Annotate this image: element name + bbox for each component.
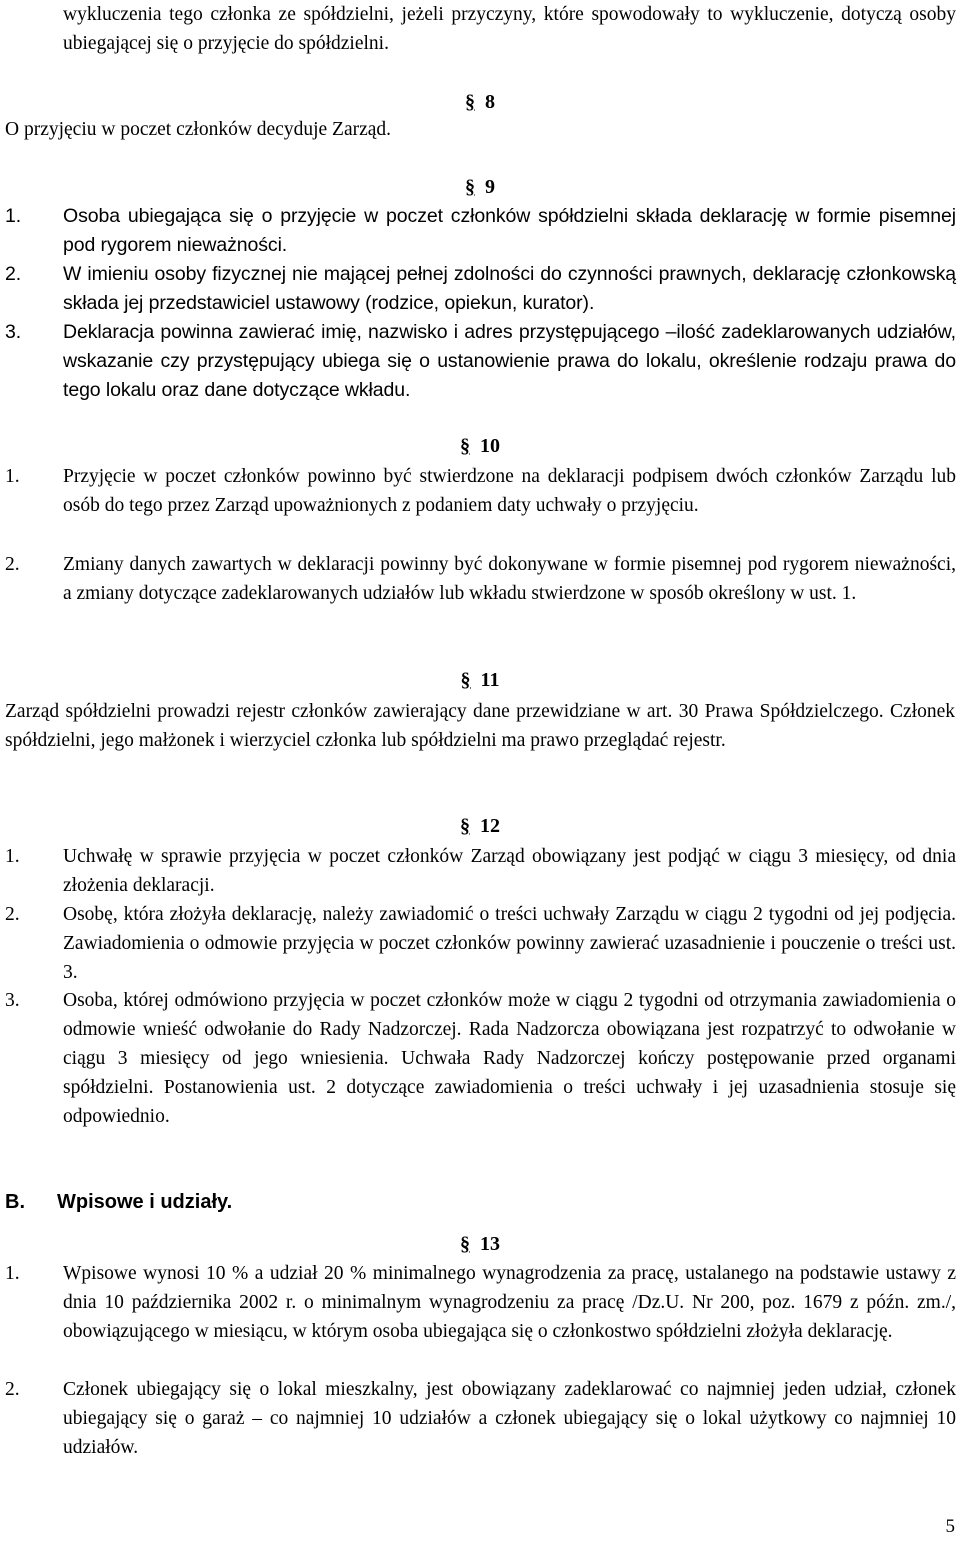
item-text: Wpisowe wynosi 10 % a udział 20 % minimalnego wynagrodzenia za pracę, ustalanego na podstawie ustawy z dnia 10 października 2002 r. o minimalnym wynagrodzeniu za pracę /Dz.U. Nr 200, poz. 1679 z późn. zm./, obowiązującego w miesiącu, w którym osoba ubiegająca się o członkostwo spółdzielni złożyła deklarację. xyxy=(63,1263,956,1342)
item-number: 1. xyxy=(5,466,20,487)
section-8-text: O przyjęciu w poczet członków decyduje Zarząd. xyxy=(5,119,392,140)
item-number: 1. xyxy=(5,846,20,867)
section-symbol: § xyxy=(460,1233,470,1255)
item-text: Osoba, której odmówiono przyjęcia w poczet członków może w ciągu 2 tygodni od otrzymania zawiadomienia o odmowie wnieść odwołanie do Rady Nadzorczej. Rada Nadzorcza obowiązana jest rozpatrzyć to odwołanie w ciągu 3 miesięcy od jego wniesienia. Uchwała Rady Nadzorczej kończy postępowanie przed organami spółdzielni. Postanowienia ust. 2 dotyczące zawiadomienia o treści uchwały i jej uzasadnienia stosuje się odpowiednio. xyxy=(63,990,956,1127)
section-11-heading xyxy=(0,666,960,694)
chapter-letter: B. xyxy=(5,1191,25,1213)
section-number: 10 xyxy=(480,435,500,457)
item-number: 2. xyxy=(5,263,22,285)
intro-paragraph: wykluczenia tego członka ze spółdzielni, jeżeli przyczyny, które spowodowały to wykluczenie, dotyczą osoby ubiegającej się o przyjęcie do spółdzielni. xyxy=(63,4,956,54)
section-symbol: § xyxy=(460,669,471,691)
section-13-heading xyxy=(0,1230,960,1258)
section-symbol: § xyxy=(465,91,475,113)
item-text: Zmiany danych zawartych w deklaracji powinny być dokonywane w formie pisemnej pod rygorem nieważności, a zmiany dotyczące zadeklarowanych udziałów lub wkładu stwierdzone w sposób określony w ust. 1. xyxy=(63,554,956,604)
item-text: Członek ubiegający się o lokal mieszkalny, jest obowiązany zadeklarować co najmniej jeden udział, członek ubiegający się o garaż – co najmniej 10 udziałów a członek ubiegający się o lokal użytkowy co najmniej 10 udziałów. xyxy=(63,1379,956,1458)
page-number: 5 xyxy=(945,1516,955,1537)
section-number: 12 xyxy=(480,815,500,837)
item-number: 3. xyxy=(5,990,20,1011)
item-number: 2. xyxy=(5,554,20,575)
section-12-heading xyxy=(0,812,960,840)
section-11-text: Zarząd spółdzielni prowadzi rejestr członków zawierający dane przewidziane w art. 30 Prawa Spółdzielczego. Członek spółdzielni, jego małżonek i wierzyciel członka lub spółdzielni ma prawo przeglądać rejestr. xyxy=(5,701,955,751)
item-number: 2. xyxy=(5,904,20,925)
item-text: Osoba ubiegająca się o przyjęcie w poczet członków spółdzielni składa deklarację w formie pisemnej pod rygorem nieważności. xyxy=(63,205,956,256)
section-8-heading xyxy=(0,88,960,116)
item-number: 1. xyxy=(5,205,22,227)
item-number: 2. xyxy=(5,1379,20,1400)
item-text: Deklaracja powinna zawierać imię, nazwisko i adres przystępującego –ilość zadeklarowanych udziałów, wskazanie czy przystępujący ubiega się o ustanowienie prawa do lokalu, określenie rodzaju prawa do tego lokalu oraz dane dotyczące wkładu. xyxy=(63,321,956,401)
section-number: 11 xyxy=(480,669,500,691)
item-text: Przyjęcie w poczet członków powinno być stwierdzone na deklaracji podpisem dwóch członków Zarządu lub osób do tego przez Zarząd upoważnionych z podaniem daty uchwały o przyjęciu. xyxy=(63,466,956,516)
chapter-heading xyxy=(5,1188,232,1216)
item-number: 3. xyxy=(5,321,22,343)
section-10-heading xyxy=(0,432,960,460)
section-number: 8 xyxy=(485,91,495,113)
chapter-title: Wpisowe i udziały. xyxy=(57,1191,233,1213)
section-symbol: § xyxy=(460,815,470,837)
section-number: 13 xyxy=(480,1233,500,1255)
item-text: W imieniu osoby fizycznej nie mającej pełnej zdolności do czynności prawnych, deklarację członkowską składa jej przedstawiciel ustawowy (rodzice, opiekun, kurator). xyxy=(63,263,956,314)
section-symbol: § xyxy=(465,176,475,198)
item-text: Uchwałę w sprawie przyjęcia w poczet członków Zarząd obowiązany jest podjąć w ciągu 3 miesięcy, od dnia złożenia deklaracji. xyxy=(63,846,956,896)
section-9-heading xyxy=(0,173,960,201)
section-number: 9 xyxy=(485,176,495,198)
section-symbol: § xyxy=(460,435,470,457)
item-number: 1. xyxy=(5,1263,20,1284)
item-text: Osobę, która złożyła deklarację, należy zawiadomić o treści uchwały Zarządu w ciągu 2 tygodni od jej podjęcia. Zawiadomienia o odmowie przyjęcia w poczet członków powinny zawierać uzasadnienie i pouczenie o treści ust. 3. xyxy=(63,904,956,983)
